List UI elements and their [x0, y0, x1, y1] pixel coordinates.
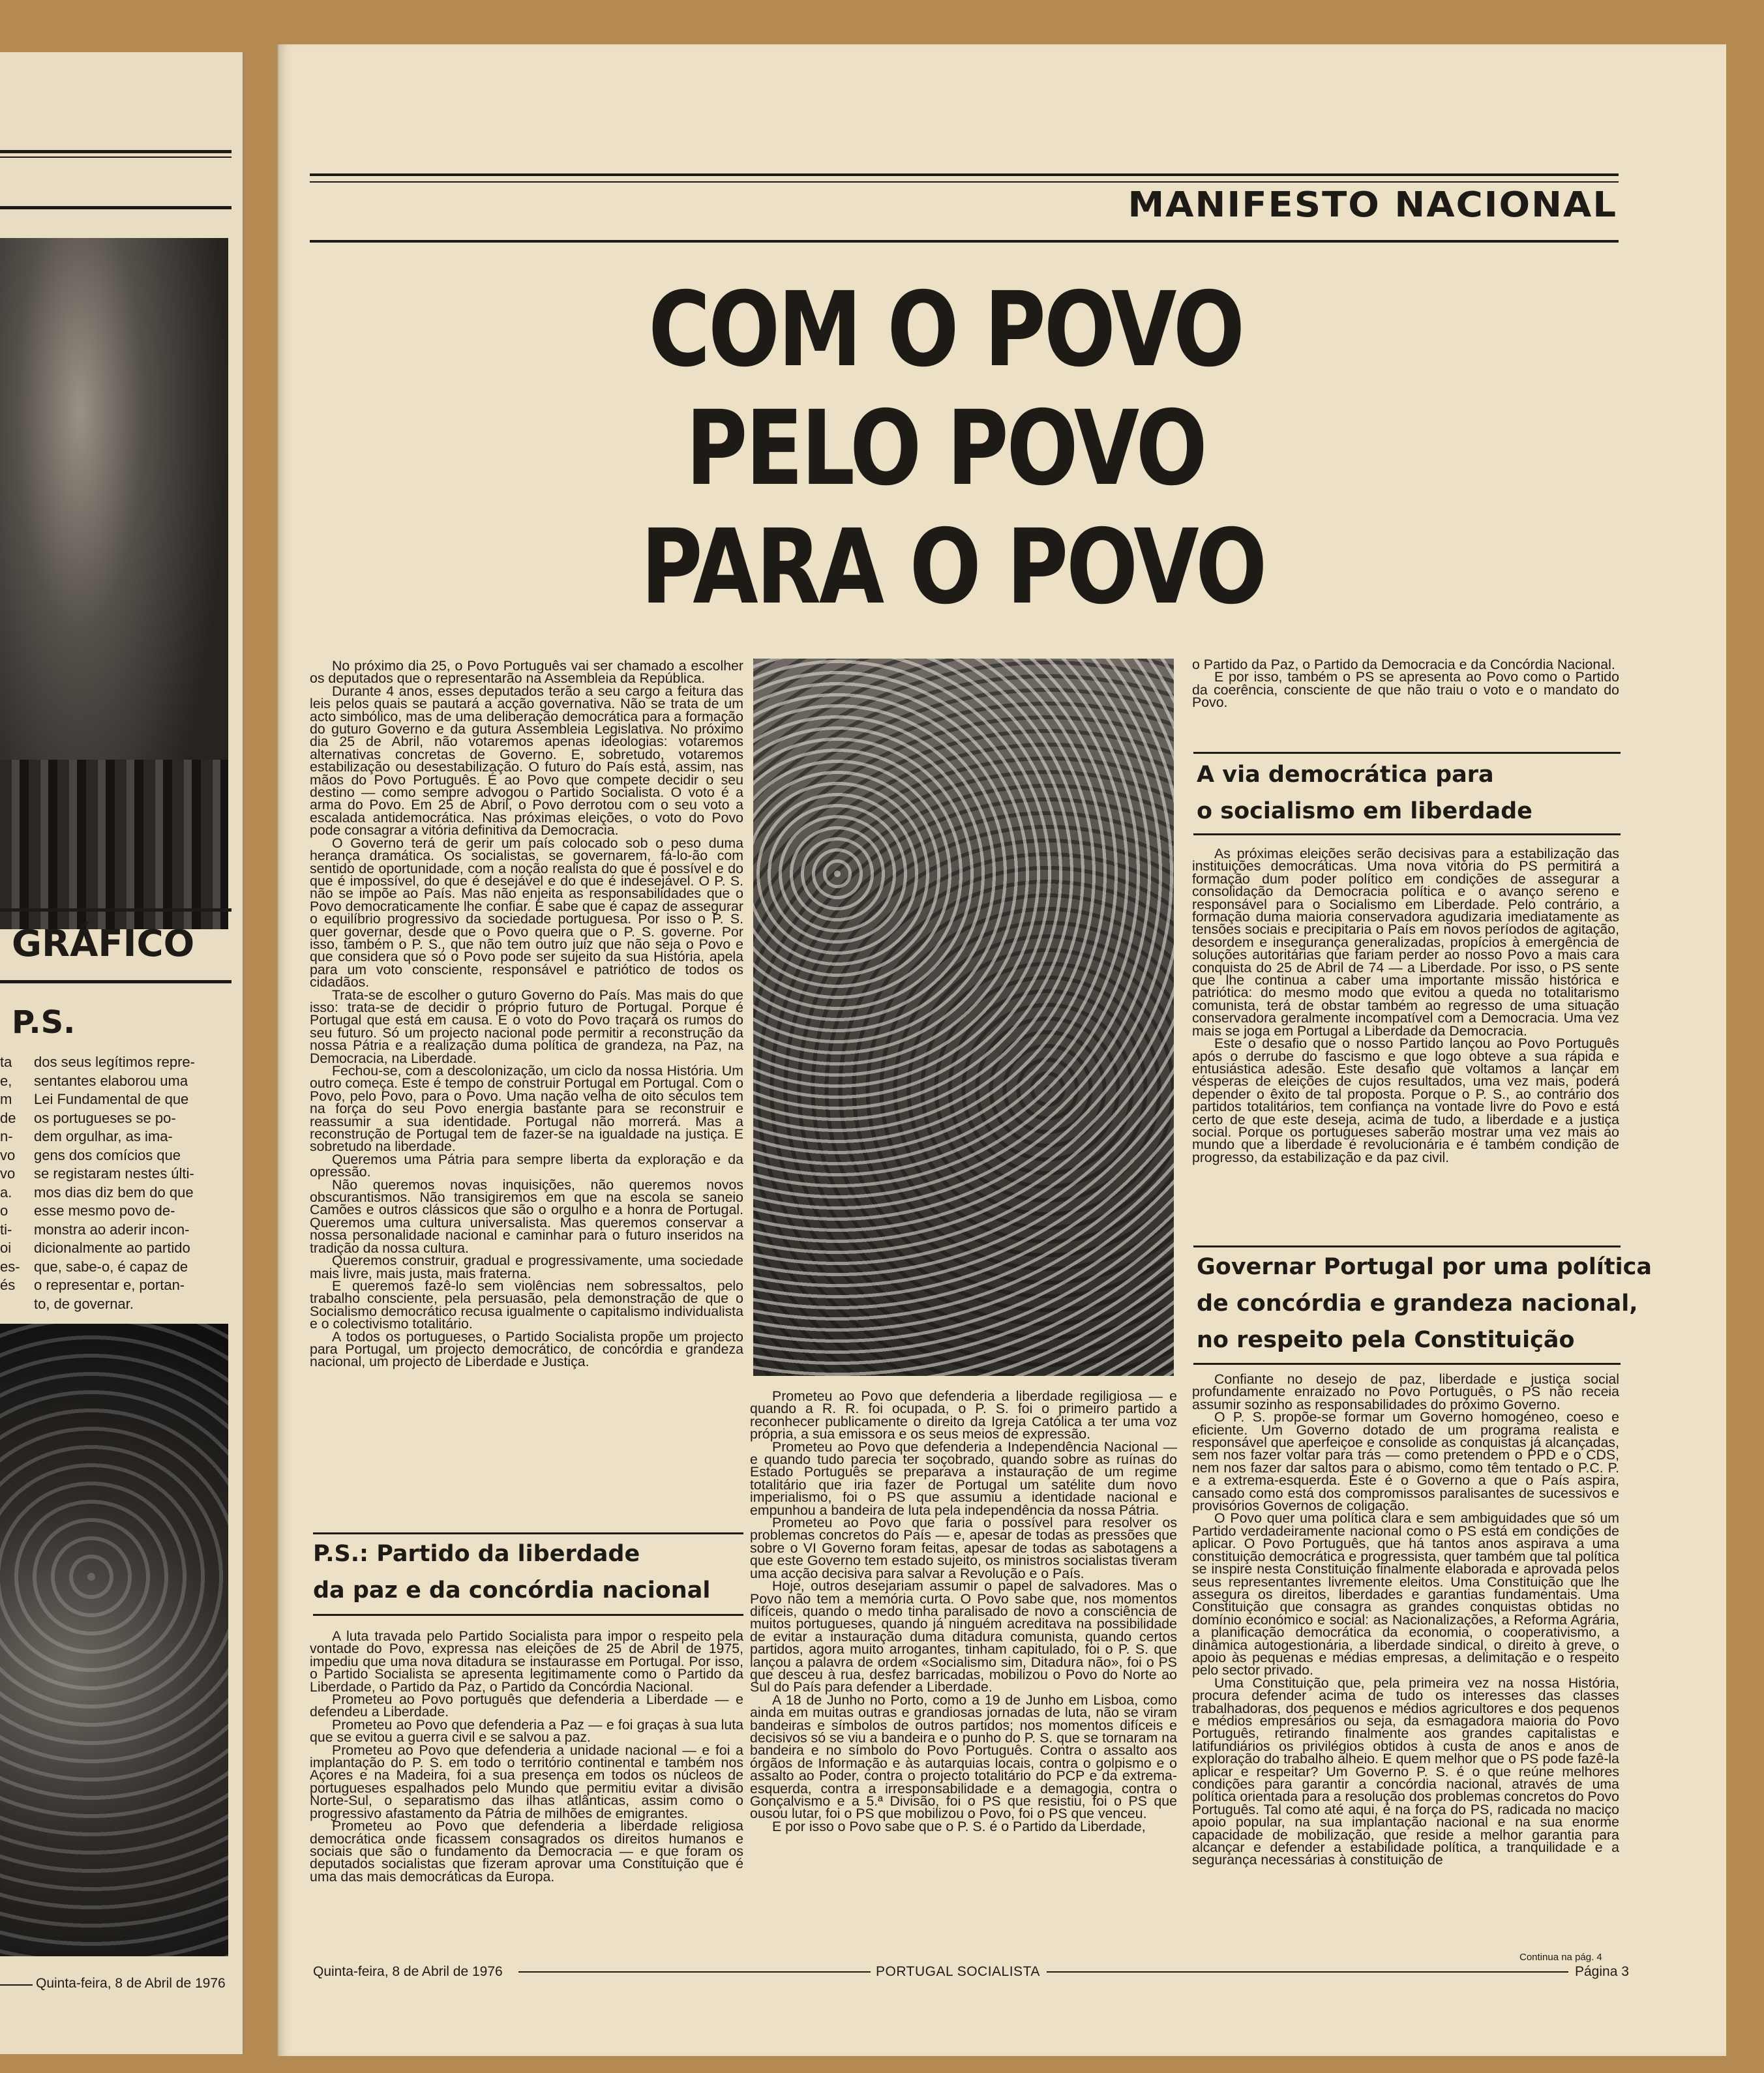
header-rule-top-thin — [310, 181, 1619, 183]
header-rule-bottom — [310, 240, 1619, 243]
left-column-text — [34, 1053, 230, 1313]
paragraph: E por isso o Povo sabe que o P. S. é o Partido da Liberdade, — [772, 1818, 1146, 1834]
crowd-photo — [753, 659, 1174, 1376]
heading-ps: P.S. — [12, 1004, 76, 1041]
headline-line: PELO POVO — [685, 389, 1206, 509]
paragraph: A todos os portugueses, o Partido Socialista propõe um projecto para Portugal, um projecto democrático, de concórdia e grandeza nacional, um projecto de Liberdade e Justiça. — [310, 1328, 743, 1370]
footer-rule — [518, 1971, 871, 1973]
footer-date: Quinta-feira, 8 de Abril de 1976 — [313, 1964, 503, 1979]
paragraph: Este o desafio que o nosso Partido lançou ao Povo Português após o derrube do fascismo e que logo obteve a sua rápida e entusiástica adesão. Este desafio que voltamos a lançar em vésperas de eleições de cujos resultados, uma vez mais, poderá depender o êxito de tal proposta. Porque o P. S., ao contrário dos partidos totalitários, tem confiança na vontade livre do Povo e está certo de que este deseja, acima de tudo, a liberdade e a justiça social. Porque os portugueses saberão mostrar uma vez mais ao mundo que a liberdade é revolucionária e é também condição de progresso, da estabilização e da paz civil. — [1192, 1036, 1619, 1165]
continued-note: Continua na pág. 4 — [1519, 1952, 1602, 1963]
subheading-line: o socialismo em liberdade — [1197, 798, 1532, 824]
subheading-governar — [1197, 1249, 1652, 1358]
text-line: ta — [0, 1054, 12, 1070]
subheading-line: P.S.: Partido da liberdade — [313, 1541, 640, 1567]
article-column-3-bottom — [1192, 1373, 1619, 1952]
rule — [0, 980, 232, 983]
paragraph: Prometeu ao Povo que defenderia a Paz — e foi graças à sua luta que se evitou a guerra civil e se salvou a paz. — [310, 1716, 743, 1746]
text-line: és — [0, 1277, 16, 1293]
paragraph: A 18 de Junho no Porto, como a 19 de Junho em Lisboa, como ainda em muitas outras e grandiosas jornadas de luta, não se viram bandeiras e símbolos de outros partidos; nos momentos difíceis e decisivos só se viu a bandeira e o punho do P. S. que se tornaram na bandeira e no símbolo do Povo Português. Contra o assalto aos órgãos de Informação e às autarquias locais, contra o golpismo e o assalto ao Poder, contra o projecto totalitário do PCP e da extrema-esquerda, contra a irresponsabilidade e a demagogia, contra o Gonçalvismo e a 5.ª Divisão, foi o PS que resistiu, foi o PS que ousou lutar, foi o PS que mobilizou o Povo, foi o PS que venceu. — [750, 1692, 1177, 1822]
article-column-1-continued — [310, 1630, 743, 1953]
subheading-rule — [1193, 833, 1621, 835]
text-line: esse mesmo povo de- — [34, 1202, 175, 1219]
paragraph: Prometeu ao Povo que defenderia a Independência Nacional — e quando tudo parecia ter soçobrado, quando sobre as ruínas do Estado Português se preparava a instauração de um regime totalitário que iria fazer de Portugal um satélite dum novo imperialismo, foi o PS que assumiu a identidade nacional e empunhou a bandeira de luta pela independência da nossa Pátria. — [750, 1439, 1177, 1518]
subheading-line: Governar Portugal por uma política — [1197, 1254, 1652, 1280]
paragraph: Prometeu ao Povo que defenderia a liberdade regiligiosa — e quando a R. R. foi ocupada, o P. S. foi o primeiro partido a reconhecer publicamente o direito da Igreja Católica a ter uma voz própria, a sua emissora e os seus meios de expressão. — [750, 1390, 1177, 1442]
text-line: dos seus legítimos repre- — [34, 1054, 195, 1070]
paragraph: Queremos construir, gradual e progressivamente, uma sociedade mais livre, mais justa, mais fraterna. — [310, 1253, 743, 1281]
text-line: o — [0, 1202, 8, 1219]
text-line: ti- — [0, 1221, 12, 1238]
paragraph: Queremos uma Pátria para sempre liberta da exploração e da opressão. — [310, 1151, 743, 1180]
photo-ceremony — [0, 238, 228, 929]
caption-rule — [0, 1984, 33, 1986]
caption-date: Quinta-feira, 8 de Abril de 1976 — [36, 1976, 226, 1991]
article-column-2 — [750, 1390, 1177, 1952]
text-line: dem orgulhar, as ima- — [34, 1128, 173, 1144]
top-rule-thin — [0, 157, 232, 158]
text-line: que, sabe-o, é capaz de — [34, 1258, 188, 1275]
paragraph: Confiante no desejo de paz, liberdade e justiça social profundamente enraizado no Povo Português, o PS não receia assumir sozinho as responsabilidades do próximo Governo. — [1192, 1373, 1619, 1412]
text-line: Lei Fundamental de que — [34, 1091, 189, 1107]
article-column-3 — [1192, 659, 1619, 730]
paragraph: Prometeu ao Povo que defenderia a unidade nacional — e foi a implantação do P. S. em todo o território continental e também nos Açores e na Madeira, foi a sua presença em todos os núcleos de portugueses espalhados pelo Mundo que permitiu evitar a divisão Norte-Sul, o separatismo das ilhas atlânticas, assim como o progressivo afastamento da Pátria de milhões de emigrantes. — [310, 1742, 743, 1821]
paragraph: o Partido da Paz, o Partido da Democracia e da Concórdia Nacional. — [1192, 659, 1615, 672]
paragraph: Não queremos novas inquisições, não queremos novos obscurantismos. Não transigiremos em que na escola se saneio Camões e outros clássicos que são o orgulho e a honra de Portugal. Queremos uma cultura universalista. Mas queremos conservar a nossa personalidade nacional e caminhar para o futuro inseridos na tradição da nossa cultura. — [310, 1176, 743, 1256]
paragraph: Prometeu ao Povo que faria o possível para resolver os problemas concretos do País — e, apesar de todas as pressões que sobre o VI Governo foram feitas, apesar de todas as sabotagens a que este Governo tem estado sujeito, os ministros socialistas tiveram uma acção decisiva para salvar a Revolução e o País. — [750, 1515, 1177, 1581]
article-column-1 — [310, 660, 743, 1534]
footer-title: PORTUGAL SOCIALISTA — [876, 1964, 1040, 1979]
text-line: m — [0, 1091, 12, 1107]
subheading-line: de concórdia e grandeza nacional, — [1197, 1290, 1638, 1317]
header-rule-top — [310, 173, 1619, 176]
paragraph: Fechou-se, com a descolonização, um ciclo da nossa História. Um outro começa. Este é tempo de construir Portugal em Portugal. Com o Povo, pelo Povo, para o Povo. Uma nação velha de oito séculos tem na força do seu Povo energia bastante para se reconstruir e reassumir a sua identidade. Portugal não morrerá. Mas a reconstrução de Portugal tem de fazer-se na igualdade na justiça. E sobretudo na liberdade. — [310, 1063, 743, 1155]
text-line: os portugueses se po- — [34, 1109, 176, 1126]
text-line: vo — [0, 1165, 16, 1182]
paragraph: O Povo quer uma política clara e sem ambiguidades que só um Partido verdadeiramente nacional como o PS está em condições de aplicar. O Povo Português, que há tantos anos aspirava a uma constituição democrática e progressista, quer também que tal política se inspire nesta Constituição finalmente elaborada e aprovada pelos seus representantes livremente eleitos. Uma Constituição que lhe assegura os direitos, liberdades e garantias fundamentais. Uma Constituição que consagra as grandes conquistas obtidas no domínio económico e social: as Nacionalizações, a Reforma Agrária, a planificação democrática da economia, o cooperativismo, a dinâmica autogestionária, a liberdade sindical, o direito à greve, o apoio às pequenas e médias empresas, a delimitação e o respeito pelo sector privado. — [1192, 1510, 1619, 1678]
paragraph: Hoje, outros desejariam assumir o papel de salvadores. Mas o Povo não tem a memória curta. O Povo sabe que, nos momentos difíceis, quando o medo tinha paralisado de novo a consciência de muitos portugueses, quando já ninguém acreditava na possibilidade de evitar a instauração duma ditadura comunista, quando certos partidos, agora muito arrogantes, tinham capitulado, foi o P. S. que lançou a palavra de ordem «Socialismo sim, Ditadura não», foi o PS que desceu à rua, desfez barricadas, mobilizou o Povo do Norte ao Sul do País para defender a Liberdade. — [750, 1578, 1177, 1695]
text-line: oi — [0, 1240, 12, 1256]
paragraph: Prometeu ao Povo português que defenderia a Liberdade — e defendeu a Liberdade. — [310, 1692, 743, 1720]
footer-page: Página 3 — [1575, 1964, 1629, 1979]
footer-rule — [1047, 1971, 1568, 1973]
left-page — [0, 52, 244, 2054]
paragraph: O P. S. propõe-se formar um Governo homogéneo, coeso e eficiente. Um Governo dotado de um programa realista e responsável que aperfeiçoe e consolide as conquistas já alcançadas, sem nos fazer voltar para trás — como pretendem o PPD e o CDS, nem nos fazer dar saltos para o abismo, como têm tentado o P.C. P. e a extrema-esquerda. Este é o Governo a que o País aspira, cansado como está dos compromissos paralisantes de sucessivos e provisórios Governos de coligação. — [1192, 1409, 1619, 1514]
text-line: es- — [0, 1258, 20, 1275]
subheading-line: A via democrática para — [1197, 762, 1494, 788]
paragraph: Uma Constituição que, pela primeira vez na nossa História, procura defender acima de tudo os interesses das classes trabalhadoras, dos pequenos e médios agricultores e dos pequenos e médios empresários ou seja, da esmagadora maioria do Povo Português, retirando finalmente aos grandes capitalistas e latifundiários os privilégios obtidos à custa de anos e anos de exploração do trabalho alheio. E quem melhor que o PS pode fazê-la aplicar e respeitar? Um Governo P. S. é o que reúne melhores condições para garantir a concórdia nacional, através de uma política orientada para a resolução dos problemas concretos do Povo Português. Tal como até aqui, é na força do PS, radicada no maciço apoio popular, na sua implantação nacional e na sua enorme capacidade de mobilização, que reside a melhor garantia para alcançar e defender a estabilidade política, a tranquilidade e a segurança necessárias à constituição de — [1192, 1675, 1619, 1868]
paragraph: E queremos fazê-lo sem violências nem sobressaltos, pelo trabalho consciente, pela persuasão, pela demonstração de que o Socialismo democrático recusa igualmente o capitalismo individualista e o colectivismo totalitário. — [310, 1277, 743, 1332]
text-line: de — [0, 1109, 16, 1126]
subheading-rule — [313, 1532, 743, 1534]
article-column-3-mid — [1192, 848, 1619, 1239]
paragraph: E por isso, também o PS se apresenta ao Povo como o Partido da coerência, consciente de que não traiu o voto e o mandato do Povo. — [1192, 669, 1619, 711]
rule — [0, 908, 232, 912]
section-label: MANIFESTO NACIONAL — [1128, 185, 1617, 226]
left-column-fragment — [0, 1053, 26, 1295]
photo-rally — [0, 1324, 228, 1956]
paragraph: As próximas eleições serão decisivas para a estabilização das instituições democráticas. Uma nova vitória do PS permitirá a formação dum poder político em condições de assegurar a consolidação da Democracia política e o avanço sereno e responsável para o Socialismo em Liberdade. Pelo contrário, a formação duma maioria conservadora agudizaria imediatamente as tensões sociais e precipitaria o País em novos períodos de agitação, desordem e insegurança generalizadas, propícios à emergência de soluções autoritárias que fariam perder ao nosso Povo a mais cara conquista do 25 de Abril de 74 — a Liberdade. Por isso, o PS sente que lhe continua a caber uma importante missão histórica e patriótica: do mesmo modo que evitou a queda no totalitarismo comunista, terá de obstar também ao regresso de uma situação conservadora geralmente incompatível com a Democracia. Uma vez mais se joga em Portugal a Liberdade da Democracia. — [1192, 848, 1619, 1039]
paragraph: A luta travada pelo Partido Socialista para impor o respeito pela vontade do Povo, expressa nas eleições de 25 de Abril de 1975, impediu que uma nova ditadura se instaurasse em Portugal. Por isso, o Partido Socialista se apresenta legitimamente como o Partido da Liberdade, o Partido da Paz, o Partido da Concórdia Nacional. — [310, 1630, 743, 1695]
rule — [0, 206, 232, 209]
subheading-line: no respeito pela Constituição — [1197, 1327, 1575, 1353]
text-line: se registaram nestes últi- — [34, 1165, 194, 1182]
subheading-rule — [1193, 1245, 1621, 1247]
subheading-via-democratica — [1197, 756, 1532, 829]
text-line: o representar e, portan- — [34, 1277, 185, 1293]
text-line: sentantes elaborou uma — [34, 1072, 188, 1089]
headline-line: PARA O POVO — [640, 507, 1265, 627]
subheading-rule — [313, 1614, 743, 1616]
paragraph: Trata-se de escolher o guturo Governo do País. Mas mais do que isso: trata-se de decidir o próprio futuro de Portugal. Porque é Portugal que está em causa. E o voto do Povo traçará os rumos do seu futuro. Só um projecto nacional pode permitir a reconstrução da nossa Pátria e a realização duma política de grandeza, na Paz, na Democracia, na Liberdade. — [310, 987, 743, 1066]
headline-line: COM O POVO — [648, 270, 1243, 390]
text-line: to, de governar. — [34, 1295, 134, 1312]
text-line: gens dos comícios que — [34, 1146, 181, 1163]
text-line: n- — [0, 1128, 13, 1144]
text-line: monstra ao aderir incon- — [34, 1221, 190, 1238]
subheading-rule — [1193, 1363, 1621, 1365]
text-line: dicionalmente ao partido — [34, 1240, 190, 1256]
text-line: mos dias diz bem do que — [34, 1184, 194, 1201]
text-line: vo — [0, 1146, 16, 1163]
paragraph: Prometeu ao Povo que defenderia a liberdade religiosa democrática onde ficassem consagrados os direitos humanos e sociais que são o fundamento da Democracia — e que foram os deputados socialistas que fizeram aprovar uma Constituição que é uma das mais democráticas da Europa. — [310, 1818, 743, 1885]
text-line: a. — [0, 1184, 12, 1201]
subheading-rule — [1193, 752, 1621, 754]
subheading-partido-liberdade — [313, 1536, 710, 1609]
subheading-line: da paz e da concórdia nacional — [313, 1577, 711, 1603]
paragraph: O Governo terá de gerir um país colocado sob o peso duma herança dramática. Os socialistas, se governarem, fá-lo-ão com sentido de oportunidade, com a noção realista do que é possível e do que é impossível, do que é desejável e do que é indesejável. O P. S. não se impõe ao País. Mas não enjeita as responsabilidades que o Povo democraticamente lhe confiar. E sabe que é capaz de assegurar o equilíbrio progressivo da sociedade portuguesa. Por isso o P. S. quer governar, desde que o Povo queira que o P. S. governe. Por isso, também o P. S., que não tem outro juiz que não seja o Povo e que considera que só o Povo pode ser sujeito da sua História, apela para um voto consciente, responsável e patriótico de todos os cidadãos. — [310, 835, 743, 991]
headline — [574, 271, 1317, 627]
paragraph: Durante 4 anos, esses deputados terão a seu cargo a feitura das leis pelos quais se pautará a acção governativa. Não se trata de um acto simbólico, mas de uma deliberação democrática para a formação do guturo Governo e da gutura Assembleia Legislativa. No próximo dia 25 de Abril, não votaremos apenas ideologias: votaremos alternativas concretas de Governo. E, sobretudo, votaremos estabilização ou desestabilização. O futuro do País está, assim, nas mãos do Povo Português. É ao Povo que compete decidir o seu destino — como sempre advogou o Partido Socialista. O voto é a arma do Povo. Em 25 de Abril, o Povo derrotou com o seu voto a escalada antidemocrática. Nas próximas eleições, o voto do Povo pode consagrar a vitória definitiva da Democracia. — [310, 683, 743, 839]
top-rule — [0, 150, 232, 153]
text-line: e, — [0, 1072, 12, 1089]
heading-grafico: GRÁFICO — [12, 923, 195, 965]
paragraph: No próximo dia 25, o Povo Português vai ser chamado a escolher os deputados que o representarão na Assembleia da República. — [310, 660, 743, 687]
